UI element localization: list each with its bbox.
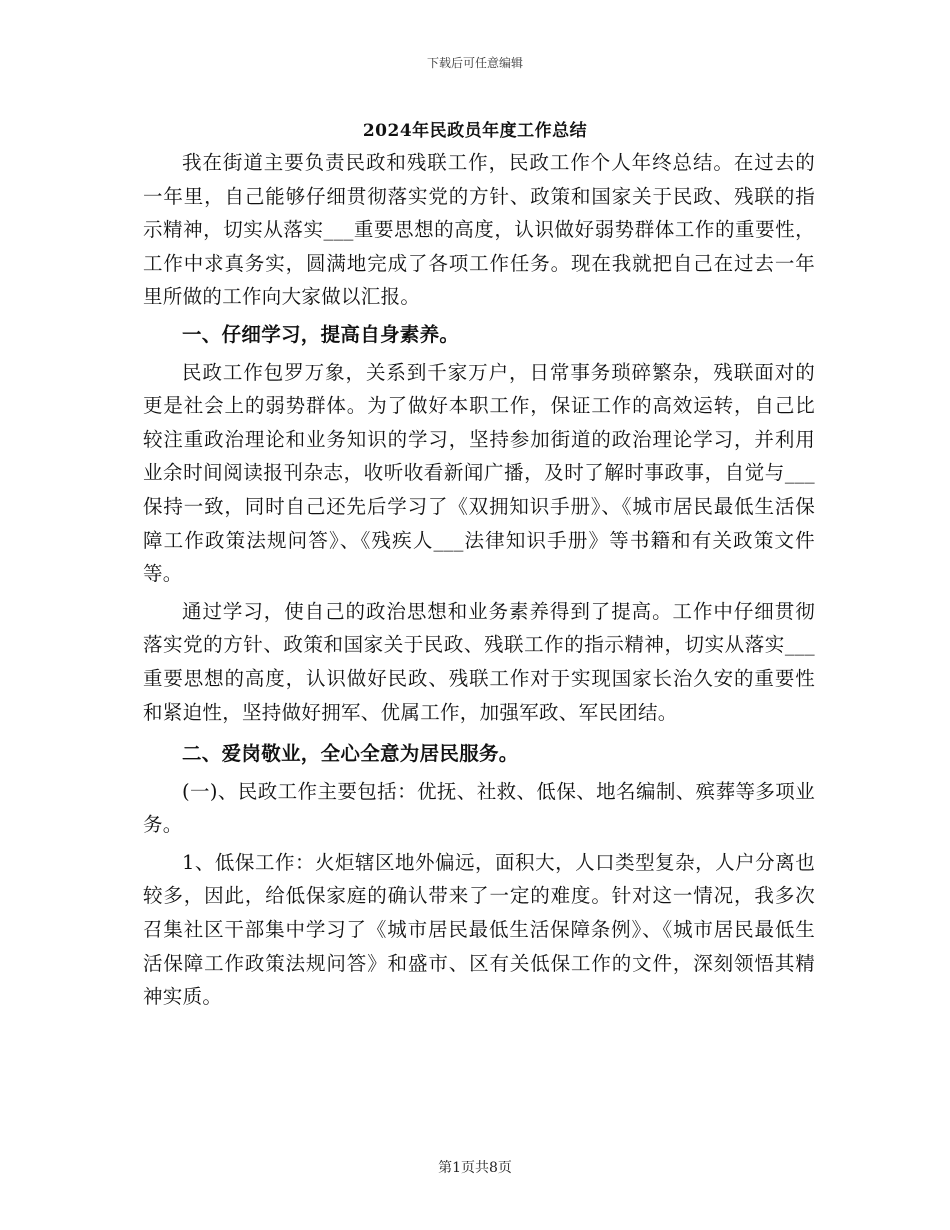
intro-paragraph: 我在街道主要负责民政和残联工作，民政工作个人年终总结。在过去的一年里，自己能够仔细贯彻落实党的方针、政策和国家关于民政、残联的指示精神，切实从落实___重要思想的高度，认识做好弱势群体工作的重要性，工作中求真务实，圆满地完成了各项工作任务。现在我就把自己在过去一年里所做的工作向大家做以汇报。 <box>143 151 815 309</box>
page-number: 第1页共8页 <box>438 1160 512 1176</box>
body-paragraph: 民政工作包罗万象，关系到千家万户，日常事务琐碎繁杂，残联面对的更是社会上的弱势群体。为了做好本职工作，保证工作的高效运转，自己比较注重政治理论和业务知识的学习，坚持参加街道的政治理论学习，并利用业余时间阅读报刊杂志，收听收看新闻广播，及时了解时事政事，自觉与___保持一致，同时自己还先后学习了《双拥知识手册》、《城市居民最低生活保障工作政策法规问答》、《残疾人___法律知识手册》等书籍和有关政策文件等。 <box>143 360 815 586</box>
section-heading-1: 一、仔细学习，提高自身素养。 <box>182 322 460 346</box>
body-paragraph: (一)、民政工作主要包括：优抚、社救、低保、地名编制、殡葬等多项业务。 <box>143 779 815 837</box>
body-paragraph: 通过学习，使自己的政治思想和业务素养得到了提高。工作中仔细贯彻落实党的方针、政策和国家关于民政、残联工作的指示精神，切实从落实___重要思想的高度，认识做好民政、残联工作对于实现国家长治久安的重要性和紧迫性，坚持做好拥军、优属工作，加强军政、军民团结。 <box>143 599 815 724</box>
document-title: 2024年民政员年度工作总结 <box>362 121 588 141</box>
page-header-note: 下载后可任意编辑 <box>426 56 523 70</box>
document-body <box>143 146 815 1014</box>
body-paragraph: 1、低保工作：火炬辖区地外偏远，面积大，人口类型复杂，人户分离也较多，因此，给低保家庭的确认带来了一定的难度。针对这一情况，我多次召集社区干部集中学习了《城市居民最低生活保障条例》、《城市居民最低生活保障工作政策法规问答》和盛市、区有关低保工作的文件，深刻领悟其精神实质。 <box>143 850 815 1009</box>
section-heading-2: 二、爱岗敬业，全心全意为居民服务。 <box>182 742 519 766</box>
